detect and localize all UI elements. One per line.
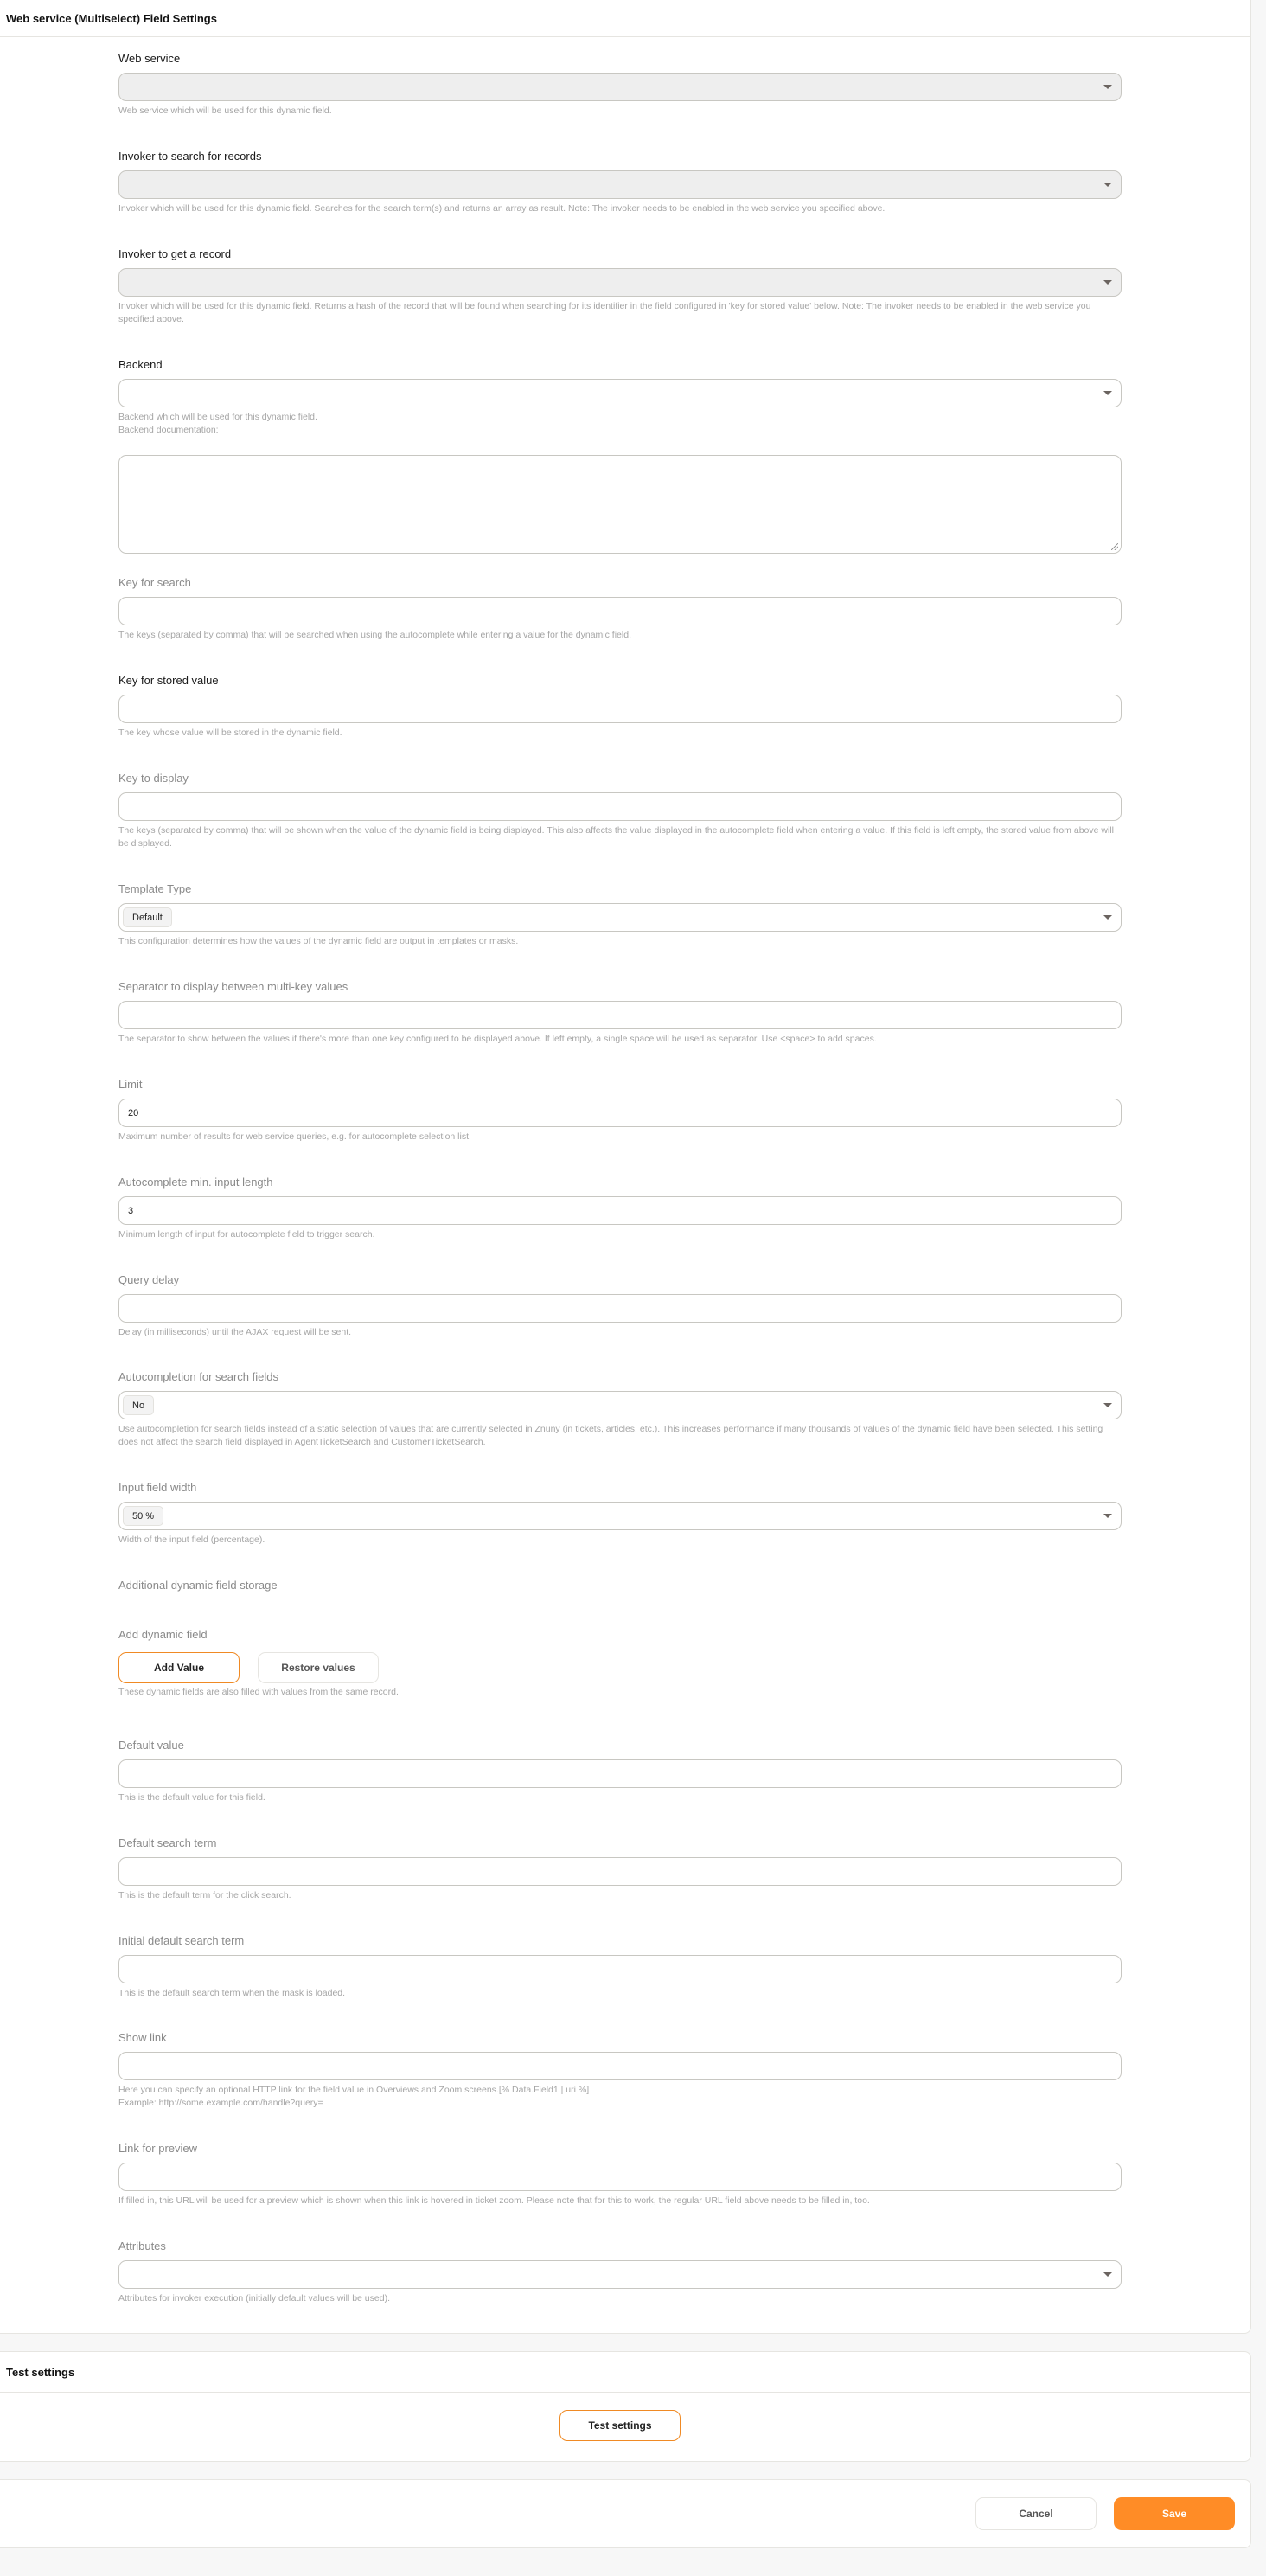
key-stored-value-input[interactable]: [119, 695, 1121, 722]
show-link-input[interactable]: [119, 2053, 1121, 2079]
default-search-term-help: This is the default term for the click search.: [118, 1890, 291, 1900]
default-value-input[interactable]: [119, 1760, 1121, 1787]
default-value-field: [118, 1738, 1122, 1803]
default-search-term-label: Default search term: [118, 1836, 217, 1849]
additional-storage-label: Additional dynamic field storage: [118, 1579, 278, 1592]
separator-help: The separator to show between the values if there's more than one key configured to be displayed above. If left empty, a single space will be used as separator. Use <space> to add spaces.: [118, 1034, 877, 1044]
initial-default-search-term-input[interactable]: [119, 1956, 1121, 1983]
key-to-display-input[interactable]: [119, 793, 1121, 820]
invoker-get-label: Invoker to get a record: [118, 247, 232, 260]
autocompletion-selected-chip: No: [123, 1395, 154, 1415]
chevron-down-icon: [1103, 391, 1112, 395]
chevron-down-icon: [1103, 915, 1112, 920]
backend-select[interactable]: [118, 379, 1122, 407]
restore-values-button[interactable]: Restore values: [258, 1652, 379, 1683]
chevron-down-icon: [1103, 1514, 1112, 1518]
key-for-search-label: Key for search: [118, 576, 191, 589]
key-for-search-help: The keys (separated by comma) that will be searched when using the autocomplete while entering a value for the dynamic field.: [118, 630, 631, 640]
limit-input-wrap: [118, 1099, 1122, 1127]
attributes-select[interactable]: [118, 2260, 1122, 2289]
invoker-search-help: Invoker which will be used for this dynamic field. Searches for the search term(s) and returns an array as result. Note: The invoker needs to be enabled in the web service you specified above.: [118, 203, 886, 214]
web-service-help: Web service which will be used for this dynamic field.: [118, 106, 332, 116]
add-value-button[interactable]: Add Value: [118, 1652, 240, 1683]
autocomplete-min-length-input[interactable]: [119, 1197, 1121, 1224]
add-dynamic-field-help: These dynamic fields are also filled with values from the same record.: [118, 1687, 399, 1697]
template-type-field: [118, 881, 1122, 946]
limit-help: Maximum number of results for web service queries, e.g. for autocomplete selection list.: [118, 1131, 471, 1142]
backend-help-line2: Backend documentation:: [118, 425, 219, 435]
invoker-get-select[interactable]: [118, 268, 1122, 297]
default-search-term-input[interactable]: [119, 1858, 1121, 1885]
default-value-input-wrap: [118, 1759, 1122, 1788]
add-dynamic-field-label: Add dynamic field: [118, 1628, 208, 1641]
chevron-down-icon: [1103, 280, 1112, 285]
key-stored-value-label: Key for stored value: [118, 674, 219, 687]
attributes-help: Attributes for invoker execution (initially default values will be used).: [118, 2293, 390, 2304]
show-link-help-line1: Here you can specify an optional HTTP link for the field value in Overviews and Zoom screens.[% Data.Field1 | uri %]: [118, 2085, 590, 2095]
add-dynamic-field-section: [118, 1627, 1122, 1697]
key-stored-value-input-wrap: [118, 695, 1122, 723]
show-link-input-wrap: [118, 2052, 1122, 2080]
backend-help: [118, 411, 1122, 437]
link-for-preview-label: Link for preview: [118, 2142, 198, 2155]
limit-input[interactable]: [119, 1099, 1121, 1126]
invoker-get-field: [118, 247, 1122, 324]
template-type-selected-chip: Default: [123, 907, 172, 927]
autocomplete-min-length-help: Minimum length of input for autocomplete field to trigger search.: [118, 1229, 375, 1240]
default-search-term-field: [118, 1836, 1122, 1900]
autocompletion-search-fields-select[interactable]: [118, 1391, 1122, 1419]
invoker-search-label: Invoker to search for records: [118, 150, 262, 163]
input-field-width-selected-chip: 50 %: [123, 1506, 163, 1526]
query-delay-input[interactable]: [119, 1295, 1121, 1322]
test-settings-panel: [0, 2351, 1251, 2462]
autocomplete-min-length-field: [118, 1175, 1122, 1240]
input-field-width-label: Input field width: [118, 1481, 197, 1494]
input-field-width-help: Width of the input field (percentage).: [118, 1535, 265, 1545]
key-stored-value-help: The key whose value will be stored in the dynamic field.: [118, 727, 342, 738]
show-link-help-line2: Example: http://some.example.com/handle?query=: [118, 2098, 323, 2108]
limit-label: Limit: [118, 1078, 143, 1091]
key-for-search-input-wrap: [118, 597, 1122, 625]
attributes-field: [118, 2239, 1122, 2304]
separator-input-wrap: [118, 1001, 1122, 1029]
initial-default-search-term-label: Initial default search term: [118, 1934, 245, 1947]
query-delay-help: Delay (in milliseconds) until the AJAX request will be sent.: [118, 1327, 352, 1337]
template-type-select[interactable]: [118, 903, 1122, 932]
invoker-search-field: [118, 149, 1122, 214]
cancel-button[interactable]: Cancel: [975, 2497, 1097, 2530]
key-for-search-field: [118, 575, 1122, 640]
backend-field: [118, 357, 1122, 435]
input-field-width-select[interactable]: [118, 1502, 1122, 1530]
autocompletion-search-fields-field: [118, 1369, 1122, 1447]
autocomplete-min-length-input-wrap: [118, 1196, 1122, 1225]
default-value-label: Default value: [118, 1739, 184, 1752]
default-search-term-input-wrap: [118, 1857, 1122, 1886]
attributes-label: Attributes: [118, 2240, 166, 2252]
template-type-help: This configuration determines how the values of the dynamic field are output in templates or masks.: [118, 936, 519, 946]
template-type-label: Template Type: [118, 882, 192, 895]
invoker-get-help: Invoker which will be used for this dynamic field. Returns a hash of the record that will be found when searching for its identifier in the field configured in 'key for stored value' below. Note: The invoker needs to be enabled in the web service you specified above.: [118, 301, 1091, 324]
test-settings-button[interactable]: Test settings: [559, 2410, 681, 2441]
save-button[interactable]: Save: [1114, 2497, 1235, 2530]
key-to-display-input-wrap: [118, 792, 1122, 821]
form-actions-panel: [0, 2479, 1251, 2548]
show-link-help: [118, 2084, 1122, 2110]
initial-default-search-term-help: This is the default search term when the mask is loaded.: [118, 1988, 346, 1998]
link-for-preview-input-wrap: [118, 2163, 1122, 2191]
key-stored-value-field: [118, 673, 1122, 738]
separator-field: [118, 979, 1122, 1044]
link-for-preview-input[interactable]: [119, 2163, 1121, 2190]
backend-help-line1: Backend which will be used for this dynamic field.: [118, 412, 317, 422]
chevron-down-icon: [1103, 183, 1112, 187]
web-service-select[interactable]: [118, 73, 1122, 101]
autocomplete-min-length-label: Autocomplete min. input length: [118, 1176, 273, 1189]
test-settings-title: Test settings: [0, 2352, 1250, 2393]
resize-grip-icon[interactable]: [1111, 543, 1118, 550]
key-to-display-field: [118, 771, 1122, 849]
show-link-label: Show link: [118, 2031, 167, 2044]
separator-input[interactable]: [119, 1002, 1121, 1028]
link-for-preview-field: [118, 2141, 1122, 2206]
key-to-display-label: Key to display: [118, 772, 189, 785]
panel-title: Web service (Multiselect) Field Settings: [0, 0, 1250, 37]
invoker-search-select[interactable]: [118, 170, 1122, 199]
autocompletion-search-fields-label: Autocompletion for search fields: [118, 1370, 278, 1383]
chevron-down-icon: [1103, 85, 1112, 89]
backend-documentation-textarea[interactable]: [118, 455, 1122, 554]
query-delay-field: [118, 1272, 1122, 1337]
show-link-field: [118, 2030, 1122, 2108]
input-field-width-field: [118, 1480, 1122, 1545]
separator-label: Separator to display between multi-key values: [118, 980, 348, 993]
web-service-label: Web service: [118, 52, 181, 65]
initial-default-search-term-field: [118, 1933, 1122, 1998]
query-delay-input-wrap: [118, 1294, 1122, 1323]
query-delay-label: Query delay: [118, 1273, 180, 1286]
key-for-search-input[interactable]: [119, 598, 1121, 625]
link-for-preview-help: If filled in, this URL will be used for a preview which is shown when this link is hovered in ticket zoom. Please note that for this to work, the regular URL field above needs to be filled in, too.: [118, 2195, 870, 2206]
chevron-down-icon: [1103, 1403, 1112, 1407]
additional-storage-heading: [118, 1578, 1122, 1593]
default-value-help: This is the default value for this field.: [118, 1792, 265, 1803]
autocompletion-search-fields-help: Use autocompletion for search fields instead of a static selection of values that are currently selected in Znuny (in tickets, articles, etc.). This increases performance if many thousands of values of the dynamic field have been selected. This setting does not affect the search field displayed in AgentTicketSearch and CustomerTicketSearch.: [118, 1424, 1103, 1447]
limit-field: [118, 1077, 1122, 1142]
web-service-field: [118, 51, 1122, 116]
key-to-display-help: The keys (separated by comma) that will be shown when the value of the dynamic field is being displayed. This also affects the value displayed in the autocomplete field when entering a value. If this field is left empty, the stored value from above will be displayed.: [118, 825, 1114, 849]
chevron-down-icon: [1103, 2272, 1112, 2277]
initial-default-search-term-input-wrap: [118, 1955, 1122, 1983]
backend-label: Backend: [118, 358, 163, 371]
